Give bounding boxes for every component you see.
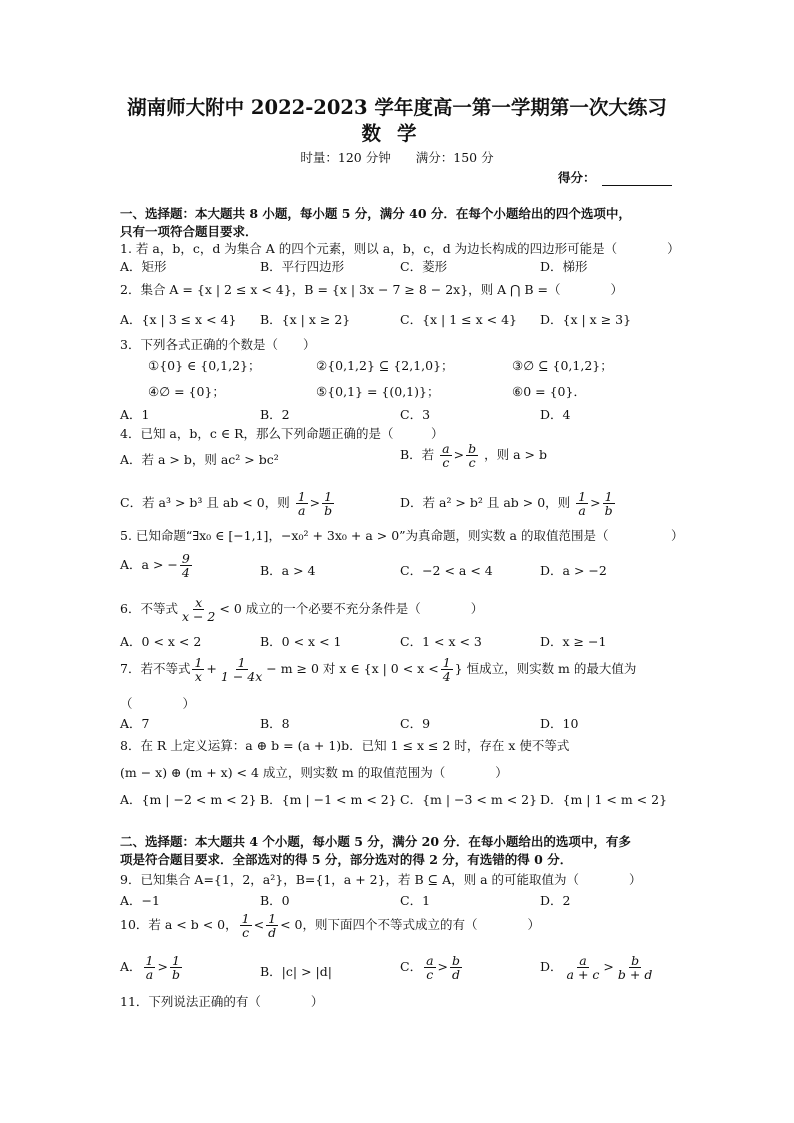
q3-item-5: ⑤{0,1} = {(0,1)}；	[316, 384, 440, 399]
q3-item-3: ③∅ ⊆ {0,1,2}；	[512, 358, 613, 373]
q5-option-c[interactable]: C．−2 < a < 4	[400, 563, 493, 578]
q7-stem: 7．若不等式 $\frac{1}{x}$ + $\frac{1}{1 - 4x}$ − m ≥ 0 对 x ∈ {x | 0 < x < $\frac{1}{4}$ } 恒成立，则实数 m 的最大值为	[120, 655, 637, 685]
q7-stem-post: } 恒成立，则实数 m 的最大值为	[454, 661, 637, 677]
q5-option-d[interactable]: D．a > −2	[540, 563, 607, 578]
fraction-1-over-c: $\frac{1}{c}$	[241, 911, 250, 941]
q1-stem: 1. 若 a，b，c，d 为集合 A 的四个元素，则以 a，b，c，d 为边长构成的四边形可能是（ ）	[120, 241, 680, 256]
q10-option-c[interactable]: C． $\frac{a}{c}$ > $\frac{b}{d}$	[400, 953, 461, 983]
fraction-x-over-x-minus-2: $\frac{x}{x - 2}$	[181, 595, 216, 625]
q3-item-4: ④∅ = {0}；	[148, 384, 225, 399]
q2-option-c[interactable]: C．{x | 1 ≤ x < 4}	[400, 312, 517, 327]
exam-meta: 时量：120 分钟 满分：150 分	[300, 150, 494, 165]
q2-stem: 2．集合 A = {x | 2 ≤ x < 4}，B = {x | 3x − 7 ≥ 8 − 2x}，则 A ⋂ B =（ ）	[120, 282, 624, 297]
q4-option-d[interactable]: D．若 a² > b² 且 ab > 0，则 $\frac{1}{a}$ > $\frac{1}{b}$	[400, 489, 613, 519]
q4-option-c-pre: C．若 a³ > b³ 且 ab < 0，则	[120, 495, 290, 511]
q10-stem: 10．若 a < b < 0， $\frac{1}{c}$ < $\frac{1}{d}$ < 0，则下面四个不等式成立的有（ ）	[120, 911, 540, 941]
fraction-1-over-d: $\frac{1}{d}$	[268, 911, 277, 941]
q3-item-6: ⑥0 = {0}．	[512, 384, 586, 399]
fraction-a-over-c: $\frac{a}{c}$	[442, 441, 450, 471]
fraction-9-over-4: $\frac{9}{4}$	[181, 551, 190, 581]
fraction-1-over-b: $\frac{1}{b}$	[324, 489, 333, 519]
score-label: 得分：	[558, 170, 596, 185]
fraction-1-over-b-q10: $\frac{1}{b}$	[171, 953, 180, 983]
q10-option-d[interactable]: D． $\frac{a}{a + c}$ > $\frac{b}{b + d}$	[540, 953, 653, 983]
q4-option-b[interactable]: B．若 $\frac{a}{c}$ > $\frac{b}{c}$ ，则 a > b	[400, 441, 547, 471]
section1-heading-line2: 只有一项符合题目要求．	[120, 224, 258, 239]
fraction-1-over-1-minus-4x: $\frac{1}{1 - 4x}$	[220, 655, 263, 685]
q8-line1: 8．在 R 上定义运算：a ⊕ b = (a + 1)b．已知 1 ≤ x ≤ 2 时，存在 x 使不等式	[120, 738, 570, 753]
fraction-a-over-a-plus-c: $\frac{a}{a + c}$	[566, 953, 600, 983]
q5-option-a-pre: A．a > −	[120, 557, 178, 573]
fraction-b-over-d-q10: $\frac{b}{d}$	[452, 953, 461, 983]
q8-line2: (m − x) ⊕ (m + x) < 4 成立，则实数 m 的取值范围为（ ）	[120, 765, 508, 780]
q10-option-a[interactable]: A． $\frac{1}{a}$ > $\frac{1}{b}$	[120, 953, 180, 983]
exam-title: 湖南师大附中 2022-2023 学年度高一第一学期第一次大练习	[127, 96, 667, 119]
q10-stem-post: < 0，则下面四个不等式成立的有（ ）	[280, 917, 540, 933]
q7-stem-pre: 7．若不等式	[120, 661, 191, 677]
q3-option-c[interactable]: C．3	[400, 407, 431, 422]
q3-stem: 3．下列各式正确的个数是（ ）	[120, 337, 316, 352]
q8-option-d[interactable]: D．{m | 1 < m < 2}	[540, 792, 668, 807]
q11-stem: 11．下列说法正确的有（ ）	[120, 994, 324, 1009]
q1-option-b[interactable]: B．平行四边形	[260, 259, 345, 274]
q2-option-b[interactable]: B．{x | x ≥ 2}	[260, 312, 351, 327]
q9-option-d[interactable]: D．2	[540, 893, 571, 908]
q7-stem-mid: − m ≥ 0 对 x ∈ {x | 0 < x <	[266, 661, 439, 677]
q7-option-d[interactable]: D．10	[540, 716, 579, 731]
q8-option-b[interactable]: B．{m | −1 < m < 2}	[260, 792, 397, 807]
q3-option-a[interactable]: A．1	[120, 407, 150, 422]
section2-heading-line1: 二、选择题：本大题共 4 个小题，每小题 5 分，满分 20 分．在每小题给出的选项中，有多	[120, 834, 631, 849]
q6-stem	[120, 596, 483, 623]
q3-option-b[interactable]: B．2	[260, 407, 290, 422]
q5-option-b[interactable]: B．a > 4	[260, 563, 316, 578]
fraction-1-over-4: $\frac{1}{4}$	[442, 655, 451, 685]
fraction-b-over-b-plus-d: $\frac{b}{b + d}$	[617, 953, 653, 983]
q7-option-a[interactable]: A．7	[120, 716, 150, 731]
q5-option-a[interactable]	[120, 552, 194, 579]
q4-option-c[interactable]: C．若 a³ > b³ 且 ab < 0，则 $\frac{1}{a}$ > $\frac{1}{b}$	[120, 489, 333, 519]
q3-item-1: ①{0} ∈ {0,1,2}；	[148, 358, 261, 373]
score-field	[558, 170, 672, 186]
q7-paren: （ ）	[120, 696, 196, 711]
q8-option-c[interactable]: C．{m | −3 < m < 2}	[400, 792, 538, 807]
q9-option-b[interactable]: B．0	[260, 893, 290, 908]
score-blank[interactable]	[602, 172, 672, 186]
q1-option-c[interactable]: C．菱形	[400, 259, 448, 274]
q10-option-b[interactable]: B．|c| > |d|	[260, 964, 332, 979]
fraction-1-over-a: $\frac{1}{a}$	[297, 489, 306, 519]
q4-option-d-pre: D．若 a² > b² 且 ab > 0，则	[400, 495, 571, 511]
q4-option-b-post: ，则 a > b	[484, 447, 547, 463]
q1-option-a[interactable]: A．矩形	[120, 259, 167, 274]
fraction-1-over-a-d: $\frac{1}{a}$	[578, 489, 587, 519]
q10-stem-pre: 10．若 a < b < 0，	[120, 917, 238, 933]
q4-option-b-pre: B．若	[400, 447, 435, 463]
section1-heading-line1: 一、选择题：本大题共 8 小题，每小题 5 分，满分 40 分．在每个小题给出的四个选项中，	[120, 206, 631, 221]
q6-option-d[interactable]: D．x ≥ −1	[540, 634, 607, 649]
fraction-b-over-c: $\frac{b}{c}$	[468, 441, 477, 471]
q9-option-a[interactable]: A．−1	[120, 893, 160, 908]
q8-option-a[interactable]: A．{m | −2 < m < 2}	[120, 792, 257, 807]
q3-item-2: ②{0,1,2} ⊆ {2,1,0}；	[316, 358, 454, 373]
fraction-1-over-b-d: $\frac{1}{b}$	[604, 489, 613, 519]
q6-stem-post: < 0 成立的一个必要不充分条件是（ ）	[219, 601, 484, 617]
q6-stem-pre: 6．不等式	[120, 601, 178, 617]
q2-option-a[interactable]: A．{x | 3 ≤ x < 4}	[120, 312, 237, 327]
q1-option-d[interactable]: D．梯形	[540, 259, 588, 274]
q2-option-d[interactable]: D．{x | x ≥ 3}	[540, 312, 632, 327]
fraction-a-over-c-q10: $\frac{a}{c}$	[426, 953, 434, 983]
q5-stem: 5. 已知命题“∃x₀ ∈ [−1,1]，−x₀² + 3x₀ + a > 0”为真命题，则实数 a 的取值范围是（ ）	[120, 528, 684, 543]
q6-option-b[interactable]: B．0 < x < 1	[260, 634, 342, 649]
q4-stem: 4．已知 a，b，c ∈ R，那么下列命题正确的是（ ）	[120, 426, 444, 441]
q7-option-c[interactable]: C．9	[400, 716, 431, 731]
fraction-1-over-x: $\frac{1}{x}$	[194, 655, 203, 685]
q9-stem: 9．已知集合 A={1，2，a²}，B={1，a + 2}，若 B ⊆ A，则 a 的可能取值为（ ）	[120, 872, 642, 887]
q9-option-c[interactable]: C．1	[400, 893, 431, 908]
q7-option-b[interactable]: B．8	[260, 716, 290, 731]
q4-option-a[interactable]: A．若 a > b，则 ac² > bc²	[120, 452, 279, 467]
q6-option-a[interactable]: A．0 < x < 2	[120, 634, 202, 649]
fraction-1-over-a-q10: $\frac{1}{a}$	[145, 953, 154, 983]
exam-subject: 数学	[361, 122, 433, 145]
section2-heading-line2: 项是符合题目要求．全部选对的得 5 分，部分选对的得 2 分，有选错的得 0 分．	[120, 852, 573, 867]
q6-option-c[interactable]: C．1 < x < 3	[400, 634, 482, 649]
q3-option-d[interactable]: D．4	[540, 407, 571, 422]
